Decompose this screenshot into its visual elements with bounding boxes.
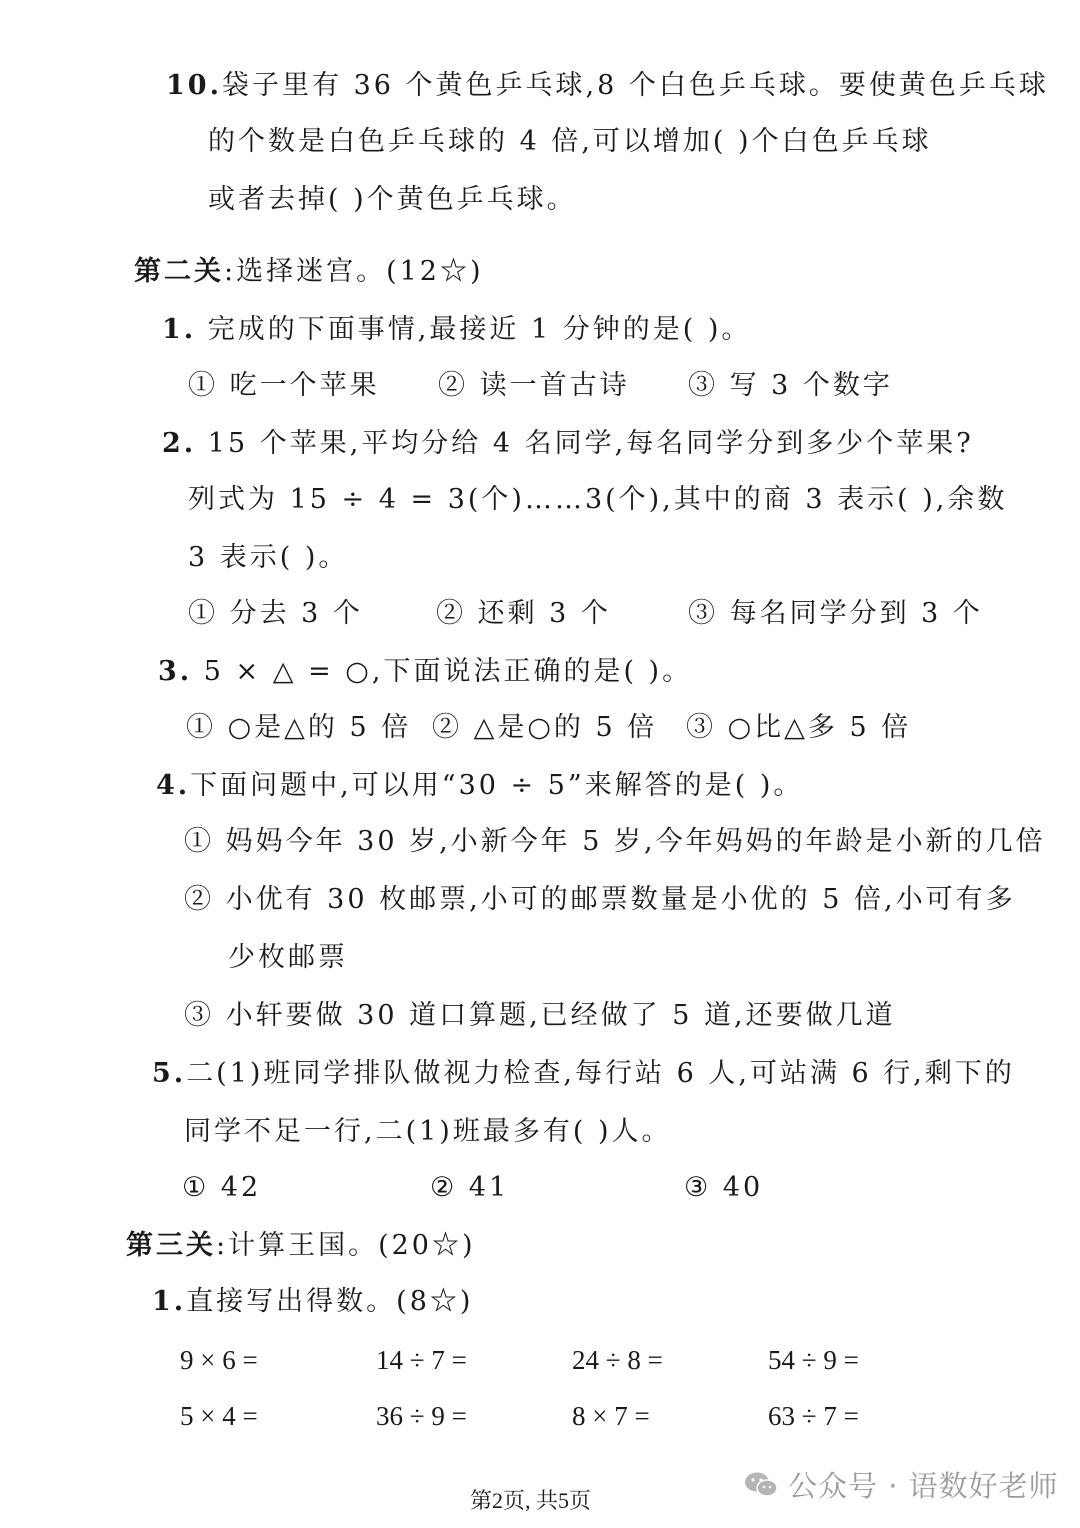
question-number: 10. (166, 70, 222, 101)
question-number: 4. (156, 770, 191, 801)
s2-q2-text: 15 个苹果,平均分给 4 名同学,每名同学分到多少个苹果? (207, 428, 974, 459)
section3-title: :计算王国。(20☆) (216, 1230, 476, 1261)
s2-q5-text: 二(1)班同学排队做视力检查,每行站 6 人,可站满 6 行,剩下的 (186, 1058, 1015, 1089)
question-number: 1. (162, 314, 197, 345)
wechat-icon (744, 1471, 778, 1499)
q10-text: 袋子里有 36 个黄色乒乓球,8 个白色乒乓球。要使黄色乒乓球 (221, 70, 1049, 101)
s3-q1-line (152, 1282, 473, 1322)
s2-q5-line1 (152, 1054, 1015, 1094)
question-number: 3. (158, 656, 193, 687)
calc-item: 14 ÷ 7 = (376, 1345, 467, 1375)
section3-label: 第三关 (126, 1230, 216, 1261)
page-number: 第2页, 共5页 (470, 1488, 592, 1513)
calc-item: 63 ÷ 7 = (768, 1401, 859, 1431)
calc-item: 8 × 7 = (572, 1401, 650, 1431)
s2-q1-line (162, 310, 751, 350)
s2-q2-choice-3: ③ 每名同学分到 3 个 (688, 598, 983, 629)
calc-item: 24 ÷ 8 = (572, 1345, 663, 1375)
watermark-text: 公众号 · 语数好老师 (788, 1469, 1059, 1503)
section2-title: :选择迷宫。(12☆) (224, 256, 484, 287)
s2-q3-choice-1: ① ○是△的 5 倍 (186, 712, 412, 743)
question-number: 1. (152, 1286, 187, 1317)
question-number: 5. (152, 1058, 187, 1089)
s2-q1-choice-3: ③ 写 3 个数字 (688, 370, 893, 401)
s2-q4-line (156, 766, 803, 806)
s2-q2-choice-1: ① 分去 3 个 (188, 598, 363, 629)
calc-item: 9 × 6 = (180, 1345, 258, 1375)
watermark (744, 1464, 1059, 1505)
calc-item: 36 ÷ 9 = (376, 1401, 467, 1431)
s2-q4-option-2: ② 小优有 30 枚邮票,小可的邮票数量是小优的 5 倍,小可有多 (184, 884, 1016, 915)
s2-q3-choice-2: ② △是○的 5 倍 (432, 712, 658, 743)
s2-q5-choice-2: ② 41 (430, 1172, 510, 1203)
s3-q1-text: 直接写出得数。(8☆) (186, 1286, 474, 1317)
s2-q1-choice-1: ① 吃一个苹果 (188, 370, 380, 401)
s2-q3-text: 5 × △ = ○,下面说法正确的是( )。 (203, 656, 693, 687)
section3-heading (126, 1226, 476, 1266)
s2-q2-line2: 列式为 15 ÷ 4 = 3(个)……3(个),其中的商 3 表示( ),余数 (188, 484, 1008, 515)
q10-line3: 或者去掉( )个黄色乒乓球。 (208, 184, 577, 215)
s2-q4-option-1: ① 妈妈今年 30 岁,小新今年 5 岁,今年妈妈的年龄是小新的几倍 (184, 826, 1046, 857)
section2-heading (134, 252, 484, 292)
calc-item: 5 × 4 = (180, 1401, 258, 1431)
question-number: 2. (162, 428, 197, 459)
s2-q5-line2: 同学不足一行,二(1)班最多有( )人。 (184, 1116, 672, 1147)
s2-q5-choice-3: ③ 40 (684, 1172, 764, 1203)
s2-q4-option-2-cont: 少枚邮票 (228, 942, 348, 973)
s2-q3-choice-3: ③ ○比△多 5 倍 (686, 712, 912, 743)
s2-q2-choice-2: ② 还剩 3 个 (436, 598, 611, 629)
s2-q3-line (158, 652, 692, 692)
s2-q4-option-3: ③ 小轩要做 30 道口算题,已经做了 5 道,还要做几道 (184, 1000, 896, 1031)
s2-q1-text: 完成的下面事情,最接近 1 分钟的是( )。 (207, 314, 752, 345)
s2-q4-text: 下面问题中,可以用“30 ÷ 5”来解答的是( )。 (190, 770, 804, 801)
s2-q5-choice-1: ① 42 (182, 1172, 262, 1203)
calc-item: 54 ÷ 9 = (768, 1345, 859, 1375)
s2-q2-line3: 3 表示( )。 (188, 542, 349, 573)
q10-line1 (166, 66, 1049, 106)
q10-line2: 的个数是白色乒乓球的 4 倍,可以增加( )个白色乒乓球 (208, 126, 932, 157)
s2-q2-line1 (162, 424, 974, 464)
section2-label: 第二关 (134, 256, 224, 287)
s2-q1-choice-2: ② 读一首古诗 (438, 370, 630, 401)
